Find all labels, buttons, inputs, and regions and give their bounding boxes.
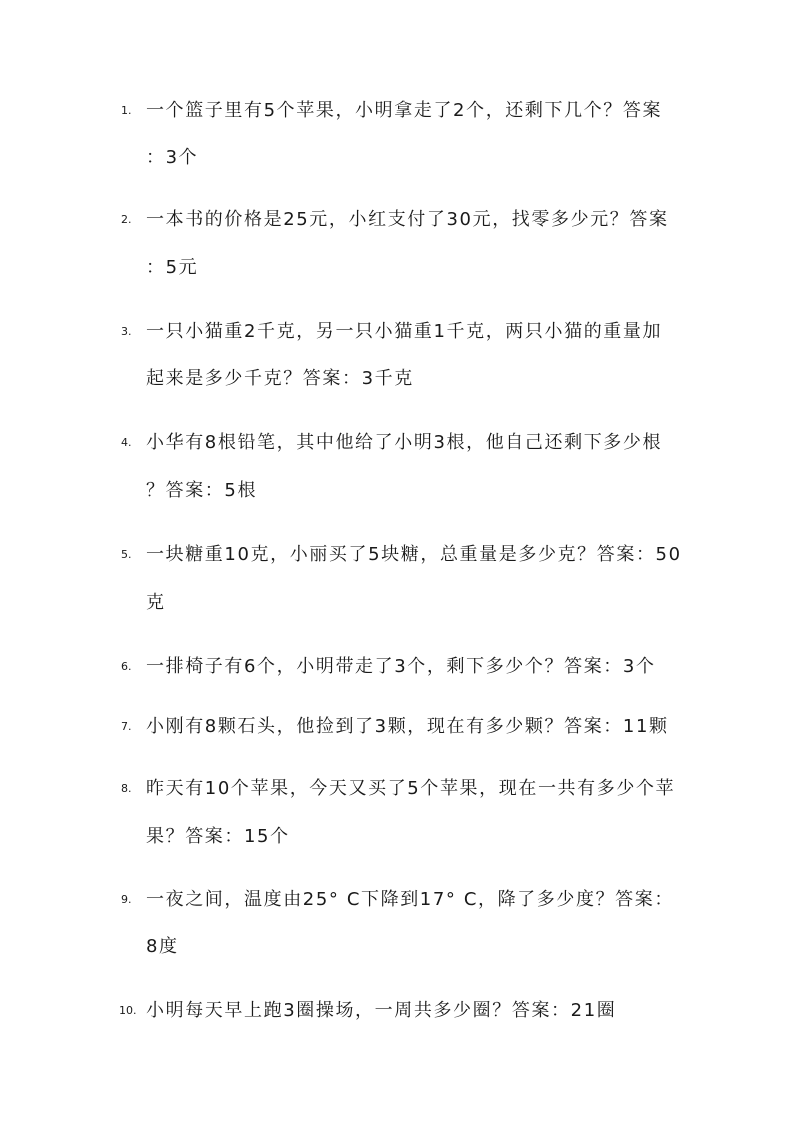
question-text-line1: 昨天有10个苹果，今天又买了5个苹果，现在一共有多少个苹 <box>146 778 676 799</box>
question-number: 9. <box>121 893 132 906</box>
question-text-line2: 起来是多少千克？答案：3千克 <box>146 368 414 389</box>
question-number: 2. <box>121 213 132 226</box>
question-text-line2: 8度 <box>146 936 179 957</box>
question-number: 5. <box>121 548 132 561</box>
question-number: 10. <box>119 1004 137 1017</box>
question-text-line1: 一只小猫重2千克，另一只小猫重1千克，两只小猫的重量加 <box>146 321 663 342</box>
question-text-line1: 一本书的价格是25元，小红支付了30元，找零多少元？答案 <box>146 209 669 230</box>
question-text-line2: ？答案：5根 <box>146 480 258 501</box>
question-text-line2: 克 <box>146 592 166 613</box>
question-text-line2: 果？答案：15个 <box>146 826 290 847</box>
question-text-line1: 一夜之间，温度由25° C下降到17° C，降了多少度？答案： <box>146 889 674 910</box>
question-number: 3. <box>121 325 132 338</box>
question-number: 4. <box>121 436 132 449</box>
question-text-line2: ：5元 <box>146 257 199 278</box>
question-text-line1: 小刚有8颗石头，他捡到了3颗，现在有多少颗？答案：11颗 <box>146 716 669 737</box>
question-number: 6. <box>121 660 132 673</box>
question-number: 8. <box>121 782 132 795</box>
question-text-line1: 小华有8根铅笔，其中他给了小明3根，他自己还剩下多少根 <box>146 432 663 453</box>
question-text-line2: ：3个 <box>146 147 199 168</box>
question-text-line1: 一排椅子有6个，小明带走了3个，剩下多少个？答案：3个 <box>146 656 656 677</box>
question-text-line1: 一块糖重10克，小丽买了5块糖，总重量是多少克？答案：50 <box>146 544 682 565</box>
question-number: 7. <box>121 720 132 733</box>
question-number: 1. <box>121 104 132 117</box>
question-text-line1: 小明每天早上跑3圈操场，一周共多少圈？答案：21圈 <box>146 1000 617 1021</box>
question-text-line1: 一个篮子里有5个苹果，小明拿走了2个，还剩下几个？答案 <box>146 100 663 121</box>
